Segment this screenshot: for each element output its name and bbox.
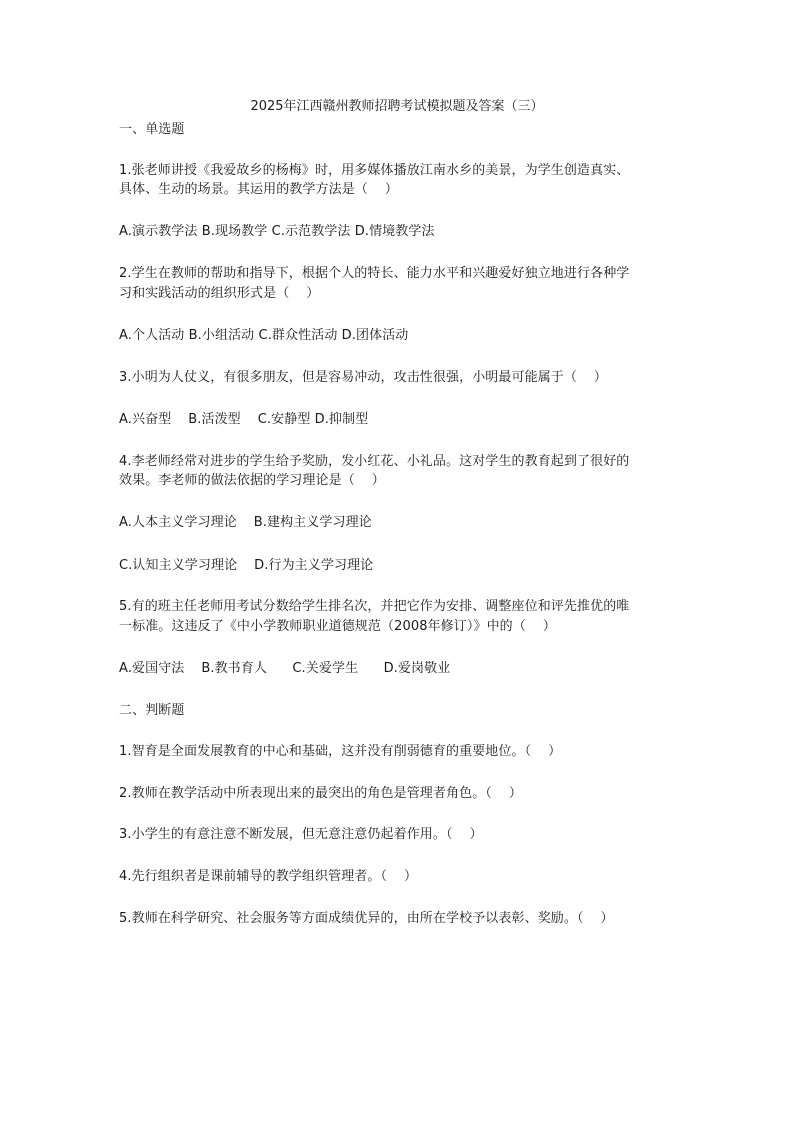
question-3-options: A.兴奋型 B.活泼型 C.安静型 D.抑制型 — [119, 412, 369, 427]
question-5-line-2: 一标准。这违反了《中小学教师职业道德规范（2008年修订）》中的（ ） — [119, 619, 556, 634]
judgment-item-3: 3.小学生的有意注意不断发展，但无意注意仍起着作用。（ ） — [119, 827, 483, 842]
question-4-options-2: C.认知主义学习理论 D.行为主义学习理论 — [119, 558, 374, 573]
question-4-line-2: 效果。李老师的做法依据的学习理论是（ ） — [119, 473, 385, 488]
question-5-options: A.爱国守法 B.教书育人 C.关爱学生 D.爱岗敬业 — [119, 661, 451, 676]
question-4-options-1: A.人本主义学习理论 B.建构主义学习理论 — [119, 515, 372, 530]
judgment-item-4: 4.先行组织者是课前辅导的教学组织管理者。（ ） — [119, 869, 418, 884]
question-2-options: A.个人活动 B.小组活动 C.群众性活动 D.团体活动 — [119, 328, 409, 343]
question-5-line-1: 5.有的班主任老师用考试分数给学生排名次，并把它作为安排、调整座位和评先推优的唯 — [119, 599, 630, 614]
question-3-line-1: 3.小明为人仗义，有很多朋友，但是容易冲动，攻击性很强，小明最可能属于（ ） — [119, 370, 608, 385]
question-1-line-1: 1.张老师讲授《我爱故乡的杨梅》时，用多媒体播放江南水乡的美景，为学生创造真实、 — [119, 163, 630, 178]
question-4-line-1: 4.李老师经常对进步的学生给予奖励，发小红花、小礼品。这对学生的教育起到了很好的 — [119, 454, 630, 469]
question-2-line-1: 2.学生在教师的帮助和指导下，根据个人的特长、能力水平和兴趣爱好独立地进行各种学 — [119, 266, 630, 281]
question-1-line-2: 具体、生动的场景。其运用的教学方法是（ ） — [119, 182, 398, 197]
question-2-line-2: 习和实践活动的组织形式是（ ） — [119, 286, 320, 301]
page-title: 2025年江西赣州教师招聘考试模拟题及答案（三） — [250, 99, 544, 114]
section-heading-single-choice: 一、单选题 — [119, 122, 185, 137]
section-heading-true-false: 二、判断题 — [119, 703, 185, 718]
question-1-options: A.演示教学法 B.现场教学 C.示范教学法 D.情境教学法 — [119, 224, 435, 239]
judgment-item-5: 5.教师在科学研究、社会服务等方面成绩优异的，由所在学校予以表彰、奖励。（ ） — [119, 911, 614, 926]
judgment-item-2: 2.教师在教学活动中所表现出来的最突出的角色是管理者角色。（ ） — [119, 786, 522, 801]
judgment-item-1: 1.智育是全面发展教育的中心和基础，这并没有削弱德育的重要地位。（ ） — [119, 744, 562, 759]
